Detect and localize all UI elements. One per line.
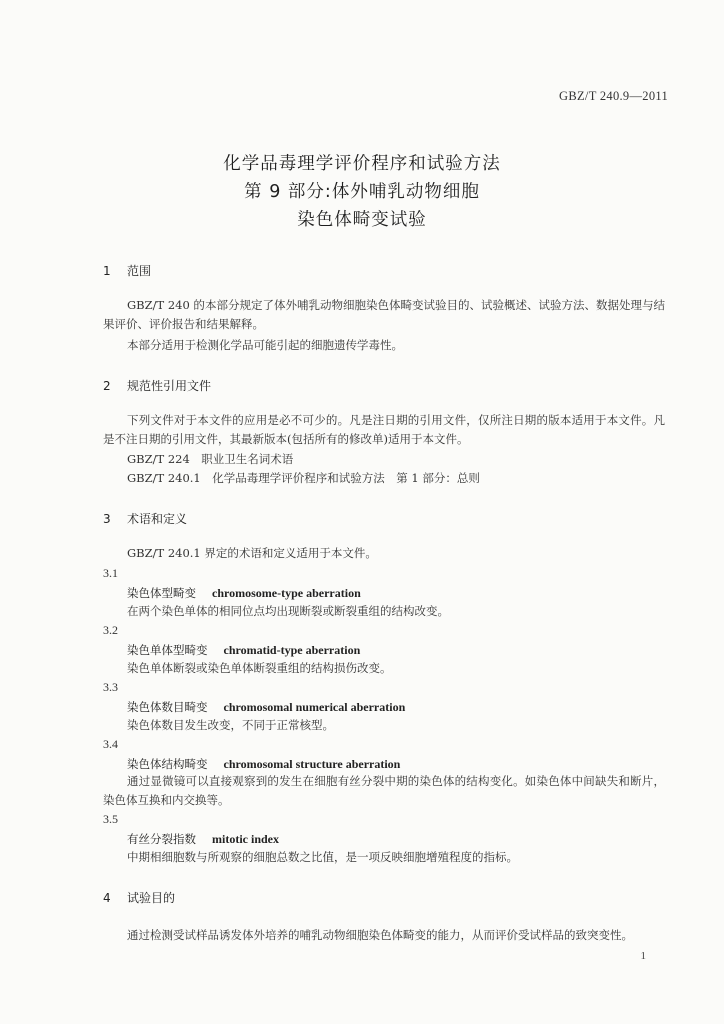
term-zh: 有丝分裂指数 [127, 832, 196, 846]
section-3-intro: GBZ/T 240.1 界定的术语和定义适用于本文件。 [127, 546, 377, 560]
term-zh: 染色体数目畸变 [127, 700, 208, 714]
page-number: 1 [640, 950, 646, 962]
term-definition: 中期相细胞数与所观察的细胞总数之比值，是一项反映细胞增殖程度的指标。 [127, 850, 518, 864]
term-en: chromosomal structure aberration [223, 757, 401, 771]
section-number: 3 [103, 512, 111, 526]
term-number: 3.4 [103, 737, 118, 751]
term-zh: 染色单体型畸变 [127, 643, 208, 657]
section-title: 范围 [127, 264, 152, 278]
reference-1: GBZ/T 224 职业卫生名词术语 [127, 452, 294, 466]
title-line-2: 第 9 部分:体外哺乳动物细胞 [244, 182, 480, 202]
standard-code: GBZ/T 240.9—2011 [559, 89, 668, 103]
section-4-heading [103, 889, 175, 906]
title-line-1: 化学品毒理学评价程序和试验方法 [223, 154, 501, 174]
term-number: 3.5 [103, 812, 118, 826]
section-title: 试验目的 [127, 891, 176, 905]
term-definition: 在两个染色单体的相同位点均出现断裂或断裂重组的结构改变。 [127, 604, 449, 618]
section-number: 1 [103, 264, 111, 278]
term-en: mitotic index [212, 832, 279, 846]
term-number: 3.3 [103, 680, 118, 694]
term-en: chromosome-type aberration [212, 586, 361, 600]
term-heading [127, 699, 405, 715]
section-2-heading [103, 377, 211, 394]
section-number: 2 [103, 379, 111, 393]
section-1-heading [103, 262, 151, 279]
section-title: 规范性引用文件 [127, 379, 212, 393]
term-heading [127, 756, 400, 772]
term-number: 3.1 [103, 566, 118, 580]
term-definition: 通过显微镜可以直接观察到的发生在细胞有丝分裂中期的染色体的结构变化。如染色体中间缺失和断片，染色体互换和内交换等。 [103, 774, 665, 807]
term-definition: 染色体数目发生改变，不同于正常核型。 [127, 718, 334, 732]
title-line-3: 染色体畸变试验 [297, 210, 427, 230]
term-zh: 染色体型畸变 [127, 586, 196, 600]
term-heading [127, 585, 361, 601]
section-1-paragraph-2: 本部分适用于检测化学品可能引起的细胞遗传学毒性。 [127, 338, 403, 352]
term-heading [127, 831, 279, 847]
document-title [0, 150, 724, 234]
term-en: chromatid-type aberration [223, 643, 361, 657]
section-3-heading [103, 510, 187, 527]
section-2-paragraph-1: 下列文件对于本文件的应用是必不可少的。凡是注日期的引用文件，仅所注日期的版本适用于本文件。凡是不注日期的引用文件，其最新版本(包括所有的修改单)适用于本文件。 [103, 413, 665, 446]
term-heading [127, 642, 360, 658]
term-definition: 染色单体断裂或染色单体断裂重组的结构损伤改变。 [127, 661, 392, 675]
term-number: 3.2 [103, 623, 118, 637]
section-title: 术语和定义 [127, 512, 188, 526]
term-en: chromosomal numerical aberration [223, 700, 406, 714]
term-zh: 染色体结构畸变 [127, 757, 208, 771]
section-number: 4 [103, 891, 111, 905]
section-1-paragraph-1: GBZ/T 240 的本部分规定了体外哺乳动物细胞染色体畸变试验目的、试验概述、试验方法、数据处理与结果评价、评价报告和结果解释。 [103, 298, 665, 331]
section-4-paragraph-1: 通过检测受试样品诱发体外培养的哺乳动物细胞染色体畸变的能力，从而评价受试样品的致突变性。 [127, 928, 633, 942]
reference-2: GBZ/T 240.1 化学品毒理学评价程序和试验方法 第 1 部分：总则 [127, 471, 480, 485]
